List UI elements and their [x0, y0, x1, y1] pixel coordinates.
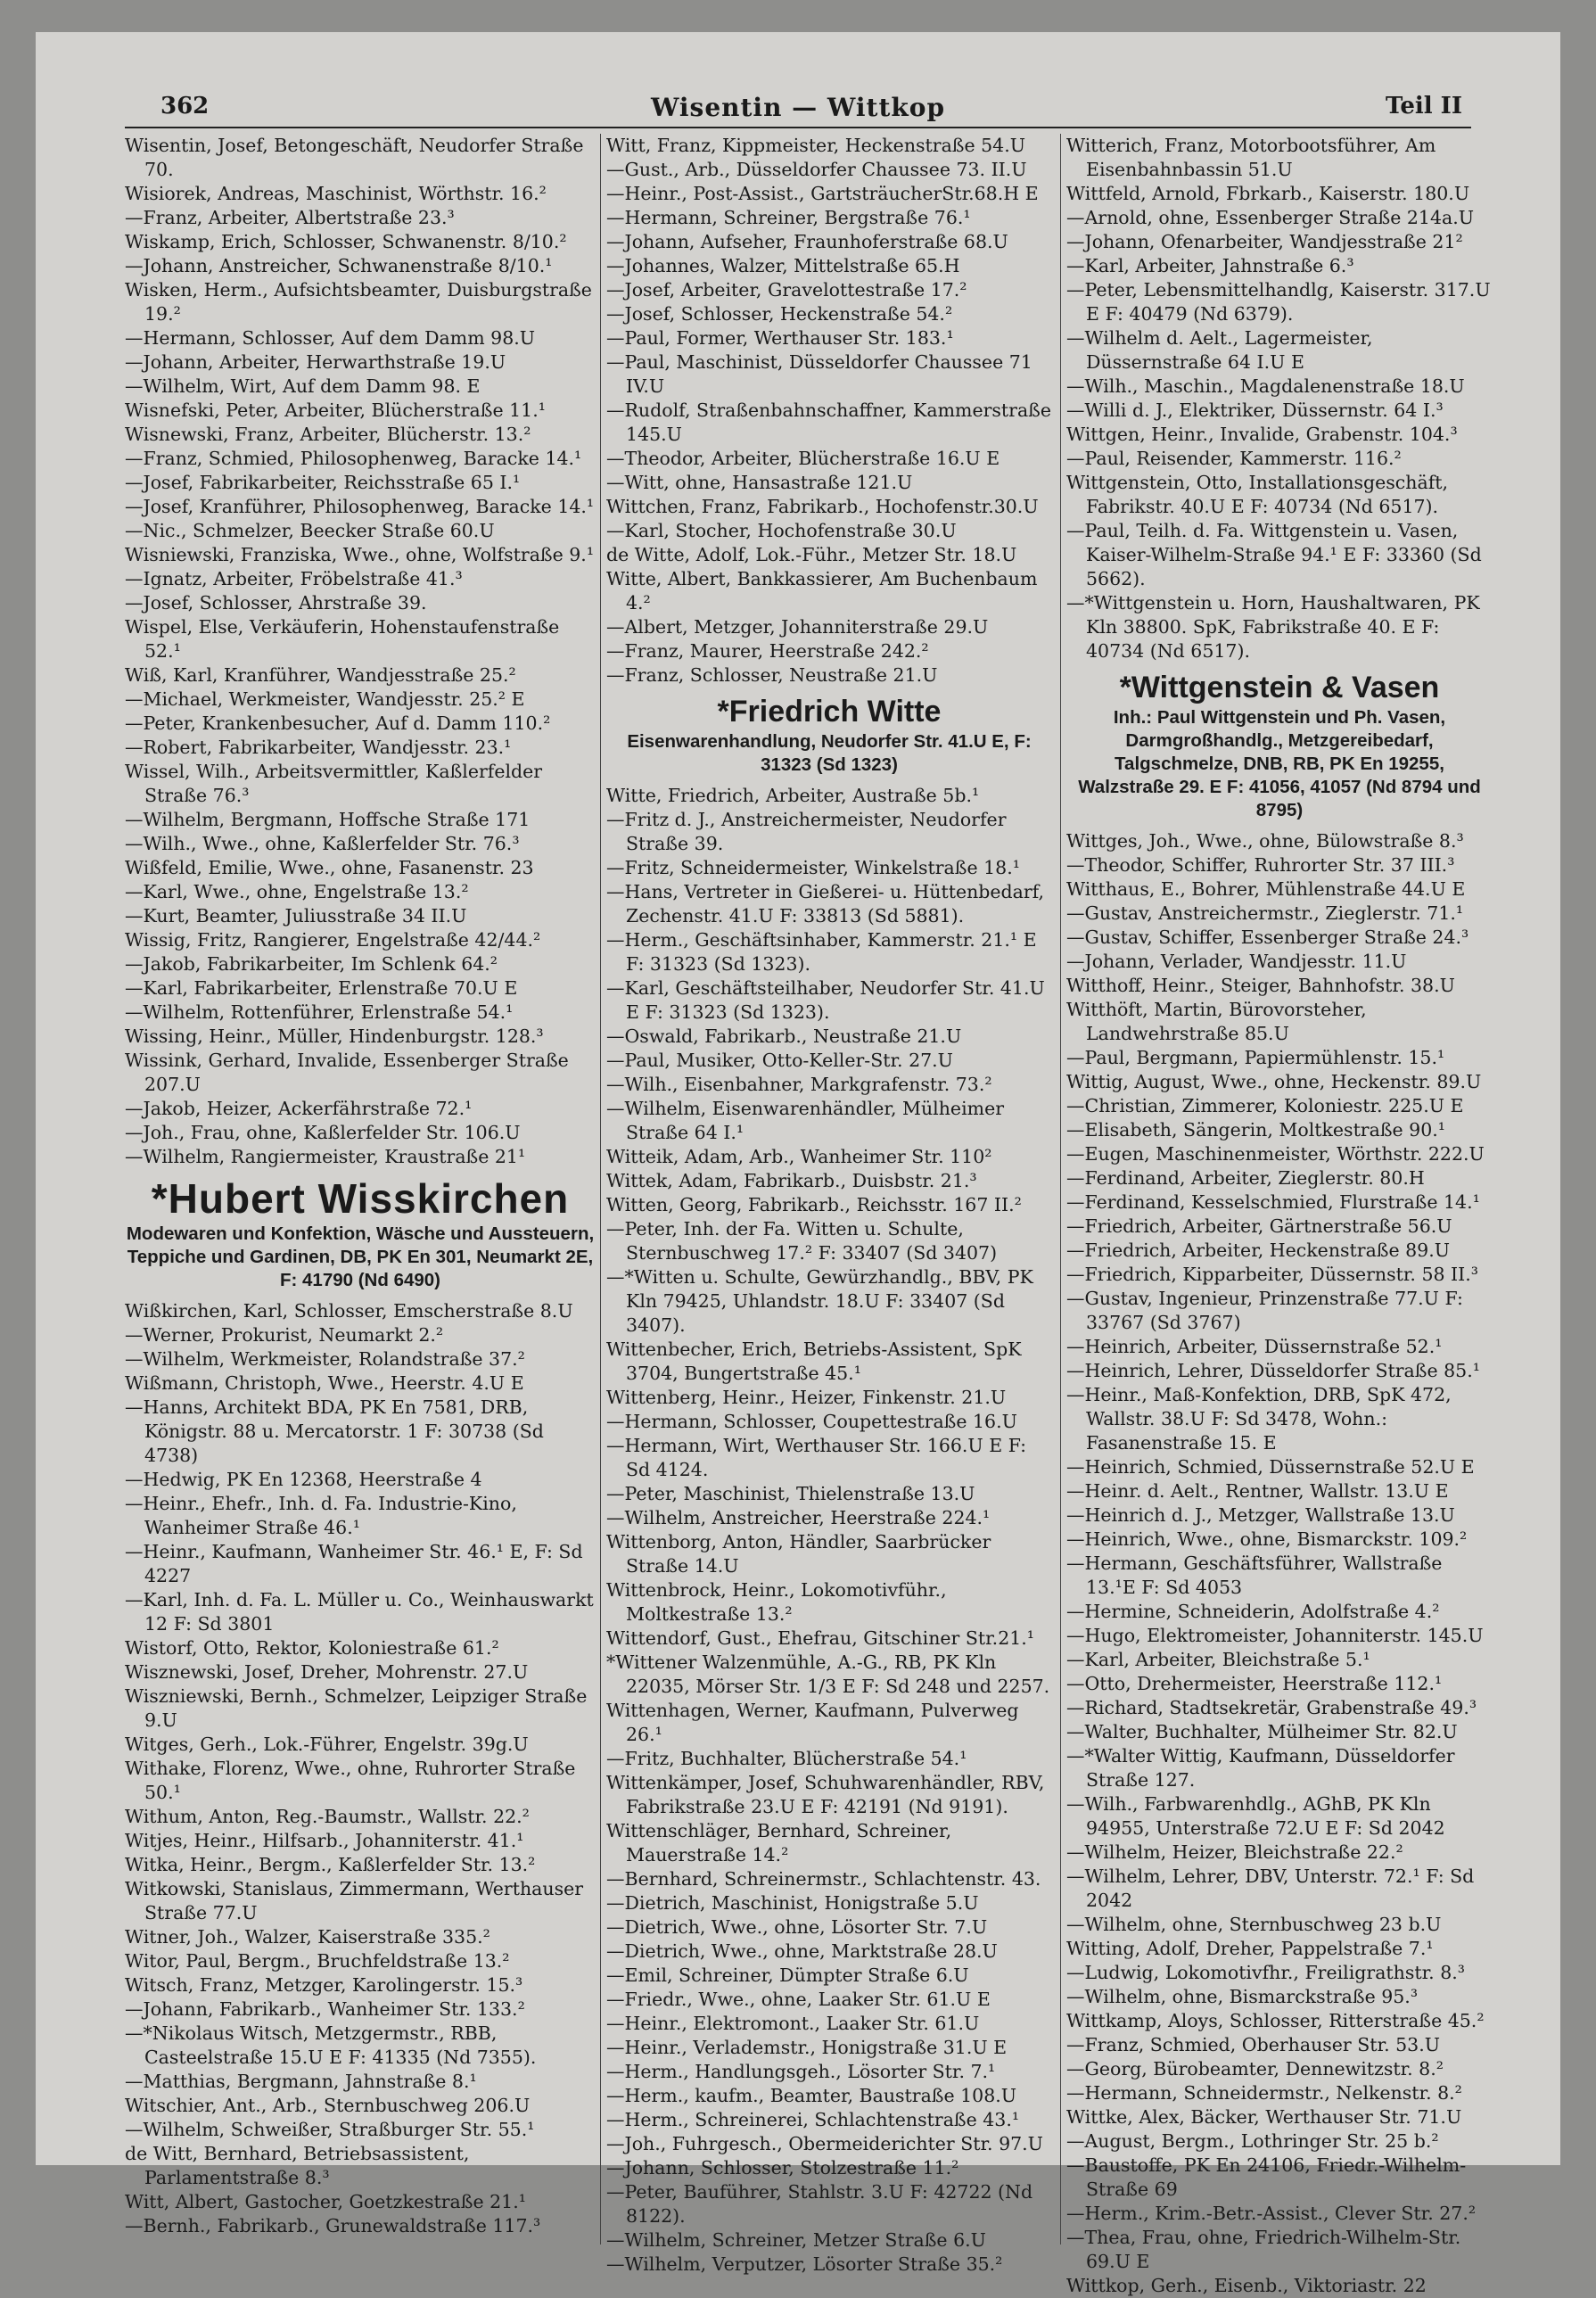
directory-entry: —Hermann, Schlosser, Coupettestraße 16.U [606, 1411, 1017, 1432]
directory-entry: Wittges, Joh., Wwe., ohne, Bülowstraße 8.³ [1066, 830, 1464, 852]
directory-entry: Wisentin, Josef, Betongeschäft, Neudorfer Straße 70. [125, 135, 584, 180]
directory-entry: —Dietrich, Wwe., ohne, Lösorter Str. 7.U [606, 1916, 988, 1938]
directory-entry: Wittendorf, Gust., Ehefrau, Gitschiner Str.21.¹ [606, 1627, 1035, 1649]
directory-entry: —Baustoffe, PK En 24106, Friedr.-Wilhelm-Straße 69 [1066, 2154, 1467, 2200]
directory-entry: Wittke, Alex, Bäcker, Werthauser Str. 71.U [1066, 2106, 1462, 2128]
directory-entry: —*Walter Wittig, Kaufmann, Düsseldorfer Straße 127. [1066, 1745, 1455, 1791]
directory-entry: —Walter, Buchhalter, Mülheimer Str. 82.U [1066, 1721, 1458, 1742]
directory-entry: —Bernhard, Schreinermstr., Schlachtenstr. 43. [606, 1868, 1041, 1890]
directory-entry: —Hermann, Geschäftsführer, Wallstraße 13.¹E F: Sd 4053 [1066, 1553, 1443, 1598]
directory-entry: —Paul, Teilh. d. Fa. Wittgenstein u. Vasen, Kaiser-Wilhelm-Straße 94.¹ E F: 33360 (Sd 5662). [1066, 520, 1482, 589]
directory-entry: —Wilh., Maschin., Magdalenenstraße 18.U [1066, 375, 1465, 397]
directory-entry: Wissing, Heinr., Müller, Hindenburgstr. 128.³ [125, 1025, 544, 1047]
directory-entry: —Wilhelm, Heizer, Bleichstraße 22.² [1066, 1841, 1403, 1863]
advertisement-box [1066, 669, 1493, 822]
directory-entry: —Hermann, Schlosser, Auf dem Damm 98.U [125, 327, 536, 349]
directory-entry: —Wilhelm, Schweißer, Straßburger Str. 55.¹ [125, 2119, 535, 2140]
directory-entry: —Robert, Fabrikarbeiter, Wandjesstr. 23.¹ [125, 737, 512, 758]
directory-entry: —Wilhelm, ohne, Sternbuschweg 23 b.U [1066, 1914, 1442, 1935]
directory-entry: —Karl, Wwe., ohne, Engelstraße 13.² [125, 881, 469, 902]
directory-entry: —Herm., Krim.-Betr.-Assist., Clever Str. 27.² [1066, 2203, 1477, 2224]
directory-entry: Wiskamp, Erich, Schlosser, Schwanenstr. 8/10.² [125, 231, 567, 252]
entry-list [1066, 829, 1493, 2298]
directory-entry: —Johann, Ofenarbeiter, Wandjesstraße 21² [1066, 231, 1463, 252]
directory-entry: —Jakob, Heizer, Ackerfährstraße 72.¹ [125, 1098, 473, 1119]
directory-entry: Wißfeld, Emilie, Wwe., ohne, Fasanenstr. 23 [125, 857, 534, 878]
entry-list [125, 134, 596, 1169]
directory-entry: Witting, Adolf, Dreher, Pappelstraße 7.¹ [1066, 1938, 1434, 1959]
directory-entry: —Heinrich d. J., Metzger, Wallstraße 13.U [1066, 1504, 1455, 1526]
directory-entry: —Karl, Geschäftsteilhaber, Neudorfer Str. 41.U E F: 31323 (Sd 1323). [606, 977, 1045, 1023]
directory-entry: —Friedrich, Arbeiter, Heckenstraße 89.U [1066, 1240, 1451, 1261]
directory-entry: —Ferdinand, Kesselschmied, Flurstraße 14.¹ [1066, 1191, 1480, 1213]
directory-entry: —Johann, Aufseher, Fraunhoferstraße 68.U [606, 231, 1008, 252]
directory-entry: Witt, Franz, Kippmeister, Heckenstraße 54.U [606, 135, 1026, 156]
directory-entry: —Karl, Inh. d. Fa. L. Müller u. Co., Weinhauswarkt 12 F: Sd 3801 [125, 1589, 594, 1635]
entry-list [606, 784, 1052, 2277]
directory-entry: Witkowski, Stanislaus, Zimmermann, Werthauser Straße 77.U [125, 1878, 584, 1923]
directory-entry: —Werner, Prokurist, Neumarkt 2.² [125, 1324, 444, 1346]
directory-entry: —Herm., Handlungsgeh., Lösorter Str. 7.¹ [606, 2061, 996, 2082]
directory-entry: —Peter, Maschinist, Thielenstraße 13.U [606, 1483, 975, 1504]
directory-entry: —Joh., Fuhrgesch., Obermeiderichter Str. 97.U [606, 2133, 1043, 2154]
column-3 [1066, 134, 1493, 2296]
directory-entry: —Franz, Schmied, Philosophenweg, Baracke 14.¹ [125, 448, 582, 469]
page-header [125, 73, 1471, 128]
directory-entry: Wiszniewski, Bernh., Schmelzer, Leipziger Straße 9.U [125, 1685, 588, 1731]
directory-entry: —Fritz, Schneidermeister, Winkelstraße 18.¹ [606, 857, 1020, 878]
directory-entry: —Herm., Geschäftsinhaber, Kammerstr. 21.¹ E F: 31323 (Sd 1323). [606, 929, 1037, 975]
ad-description: Inh.: Paul Wittgenstein und Ph. Vasen, Darmgroßhandlg., Metzgereibedarf, Talgschmelze, DNB, RB, PK En 19255, Walzstraße 29. E F: 41056, 41057 (Nd 8794 und 8795) [1078, 707, 1481, 820]
directory-entry: —Heinr. d. Aelt., Rentner, Wallstr. 13.U E [1066, 1480, 1449, 1502]
directory-entry: Witor, Paul, Bergm., Bruchfeldstraße 13.² [125, 1950, 510, 1972]
ad-company-name: *Wittgenstein & Vasen [1119, 671, 1440, 704]
directory-entry: —Wilhelm, Anstreicher, Heerstraße 224.¹ [606, 1507, 991, 1528]
directory-entry: —Rudolf, Straßenbahnschaffner, Kammerstraße 145.U [606, 399, 1051, 445]
directory-entry: —Friedrich, Arbeiter, Gärtnerstraße 56.U [1066, 1215, 1452, 1237]
directory-entry: —Hedwig, PK En 12368, Heerstraße 4 [125, 1469, 482, 1490]
directory-entry: Wisiorek, Andreas, Maschinist, Wörthstr. 16.² [125, 183, 547, 204]
directory-entry: —Karl, Fabrikarbeiter, Erlenstraße 70.U E [125, 977, 518, 999]
directory-entry: —Wilhelm d. Aelt., Lagermeister, Düssernstraße 64 I.U E [1066, 327, 1373, 373]
directory-entry: —Joh., Frau, ohne, Kaßlerfelder Str. 106.U [125, 1122, 521, 1143]
directory-entry: —Kurt, Beamter, Juliusstraße 34 II.U [125, 905, 467, 927]
directory-entry: —Heinr., Verlademstr., Honigstraße 31.U E [606, 2037, 1008, 2058]
directory-entry: —Heinr., Elektromont., Laaker Str. 61.U [606, 2013, 980, 2034]
directory-entry: —Franz, Arbeiter, Albertstraße 23.³ [125, 207, 455, 228]
directory-entry: —Fritz d. J., Anstreichermeister, Neudorfer Straße 39. [606, 809, 1007, 854]
directory-entry: —Wilhelm, Werkmeister, Rolandstraße 37.² [125, 1348, 525, 1370]
directory-entry: —Karl, Arbeiter, Jahnstraße 6.³ [1066, 255, 1354, 276]
directory-entry: —Wilh., Wwe., ohne, Kaßlerfelder Str. 76.³ [125, 833, 520, 854]
directory-entry: Witten, Georg, Fabrikarb., Reichsstr. 167 II.² [606, 1194, 1022, 1215]
directory-entry: —Dietrich, Wwe., ohne, Marktstraße 28.U [606, 1940, 998, 1962]
directory-entry: Wittkop, Gerh., Eisenb., Viktoriastr. 22 [1066, 2275, 1427, 2296]
directory-entry: —Johann, Anstreicher, Schwanenstraße 8/10.¹ [125, 255, 553, 276]
directory-entry: Wißmann, Christoph, Wwe., Heerstr. 4.U E [125, 1372, 524, 1394]
directory-entry: —Hermann, Schneidermstr., Nelkenstr. 8.² [1066, 2082, 1462, 2104]
directory-entry: —Witt, ohne, Hansastraße 121.U [606, 472, 913, 493]
directory-entry: —Franz, Schlosser, Neustraße 21.U [606, 664, 938, 686]
column-2 [606, 134, 1052, 2275]
directory-entry: —Friedr., Wwe., ohne, Laaker Str. 61.U E [606, 1989, 991, 2010]
directory-entry: Wittfeld, Arnold, Fbrkarb., Kaiserstr. 180.U [1066, 183, 1470, 204]
directory-entry: —Wilhelm, Verputzer, Lösorter Straße 35.² [606, 2253, 1003, 2275]
ad-description: Modewaren und Konfektion, Wäsche und Aussteuern, Teppiche und Gardinen, DB, PK En 301, Neumarkt 2E, F: 41790 (Nd 6490) [126, 1223, 595, 1290]
directory-entry: Wissink, Gerhard, Invalide, Essenberger Straße 207.U [125, 1050, 569, 1095]
directory-entry: —Ignatz, Arbeiter, Fröbelstraße 41.³ [125, 568, 463, 589]
ad-company-name: *Hubert Wisskirchen [151, 1175, 570, 1222]
directory-entry: —Johann, Verlader, Wandjesstr. 11.U [1066, 951, 1407, 972]
directory-entry: —Heinr., Kaufmann, Wanheimer Str. 46.¹ E, F: Sd 4227 [125, 1541, 583, 1586]
column-1 [125, 134, 596, 2244]
directory-entry: —Heinr., Maß-Konfektion, DRB, SpK 472, Wallstr. 38.U F: Sd 3478, Wohn.: Fasanenstraße 15. E [1066, 1384, 1452, 1454]
column-divider [1060, 134, 1061, 2244]
directory-entry: Wisniewski, Franziska, Wwe., ohne, Wolfstraße 9.¹ [125, 544, 595, 565]
directory-entry: —Paul, Bergmann, Papiermühlenstr. 15.¹ [1066, 1047, 1445, 1068]
directory-entry: —Michael, Werkmeister, Wandjesstr. 25.² E [125, 688, 525, 710]
directory-entry: Wisken, Herm., Aufsichtsbeamter, Duisburgstraße 19.² [125, 279, 592, 325]
directory-entry: Wiß, Karl, Kranführer, Wandjesstraße 25.² [125, 664, 516, 686]
directory-entry: —Matthias, Bergmann, Jahnstraße 8.¹ [125, 2071, 477, 2092]
directory-entry: —Wilhelm, ohne, Bismarckstraße 95.³ [1066, 1986, 1419, 2007]
directory-entry: —Franz, Maurer, Heerstraße 242.² [606, 640, 929, 662]
directory-entry: —Johannes, Walzer, Mittelstraße 65.H [606, 255, 960, 276]
directory-entry: Wittek, Adam, Fabrikarb., Duisbstr. 21.³ [606, 1170, 977, 1191]
directory-entry: —Paul, Former, Werthauser Str. 183.¹ [606, 327, 954, 349]
directory-entry: Wissel, Wilh., Arbeitsvermittler, Kaßlerfelder Straße 76.³ [125, 761, 543, 806]
directory-entry: Wittkamp, Aloys, Schlosser, Ritterstraße 45.² [1066, 2010, 1485, 2031]
directory-entry: Wittchen, Franz, Fabrikarb., Hochofenstr.30.U [606, 496, 1039, 517]
directory-entry: Witjes, Heinr., Hilfsarb., Johanniterstr. 41.¹ [125, 1830, 524, 1851]
ad-description: Eisenwarenhandlung, Neudorfer Str. 41.U E, F: 31323 (Sd 1323) [627, 731, 1032, 775]
directory-entry: —Christian, Zimmerer, Koloniestr. 225.U E [1066, 1095, 1464, 1116]
directory-entry: Wittgenstein, Otto, Installationsgeschäft, Fabrikstr. 40.U E F: 40734 (Nd 6517). [1066, 472, 1449, 517]
column-divider [600, 134, 601, 2244]
directory-entry: Witte, Albert, Bankkassierer, Am Buchenbaum 4.² [606, 568, 1038, 614]
directory-entry: —Hermine, Schneiderin, Adolfstraße 4.² [1066, 1601, 1440, 1622]
directory-entry: Witte, Friedrich, Arbeiter, Austraße 5b.¹ [606, 785, 980, 806]
ad-company-name: *Friedrich Witte [717, 695, 942, 729]
directory-entry: Wispel, Else, Verkäuferin, Hohenstaufenstraße 52.¹ [125, 616, 560, 662]
directory-entry: —Oswald, Fabrikarb., Neustraße 21.U [606, 1025, 962, 1047]
directory-entry: —Friedrich, Kipparbeiter, Düssernstr. 58 II.³ [1066, 1264, 1478, 1285]
entry-list [1066, 134, 1493, 663]
directory-entry: —Albert, Metzger, Johanniterstraße 29.U [606, 616, 989, 638]
directory-entry: —Heinrich, Lehrer, Düsseldorfer Straße 85.¹ [1066, 1360, 1480, 1381]
directory-entry: —Fritz, Buchhalter, Blücherstraße 54.¹ [606, 1748, 967, 1769]
directory-entry: —Peter, Krankenbesucher, Auf d. Damm 110.² [125, 712, 551, 734]
directory-entry: de Witt, Bernhard, Betriebsassistent, Parlamentstraße 8.³ [125, 2143, 470, 2188]
directory-entry: —Bernh., Fabrikarb., Grunewaldstraße 117.³ [125, 2215, 541, 2236]
page-title: Wisentin — Wittkop [650, 93, 946, 122]
directory-entry: Wittenborg, Anton, Händler, Saarbrücker Straße 14.U [606, 1531, 991, 1577]
directory-entry: —Hans, Vertreter in Gießerei- u. Hüttenbedarf, Zechenstr. 41.U F: 33813 (Sd 5881). [606, 881, 1045, 927]
directory-entry: —Josef, Schlosser, Heckenstraße 54.² [606, 303, 953, 325]
directory-entry: —Hermann, Schreiner, Bergstraße 76.¹ [606, 207, 971, 228]
directory-entry: Witterich, Franz, Motorbootsführer, Am Eisenbahnbassin 51.U [1066, 135, 1436, 180]
directory-entry: —Heinrich, Wwe., ohne, Bismarckstr. 109.² [1066, 1528, 1468, 1550]
directory-entry: Wittenberg, Heinr., Heizer, Finkenstr. 21.U [606, 1387, 1007, 1408]
directory-entry: Withum, Anton, Reg.-Baumstr., Wallstr. 22.² [125, 1806, 530, 1827]
directory-entry: —Herm., kaufm., Beamter, Baustraße 108.U [606, 2085, 1017, 2106]
directory-entry: —Wilhelm, Bergmann, Hoffsche Straße 171 [125, 809, 531, 830]
directory-entry: —*Witten u. Schulte, Gewürzhandlg., BBV, PK Kln 79425, Uhlandstr. 18.U F: 33407 (Sd 3407). [606, 1266, 1033, 1336]
directory-entry: Witka, Heinr., Bergm., Kaßlerfelder Str. 13.² [125, 1854, 536, 1875]
directory-entry: —Josef, Arbeiter, Gravelottestraße 17.² [606, 279, 967, 301]
directory-entry: —Wilh., Eisenbahner, Markgrafenstr. 73.² [606, 1074, 992, 1095]
directory-entry: —Wilhelm, Wirt, Auf dem Damm 98. E [125, 375, 481, 397]
page-number: 362 [160, 93, 210, 119]
directory-entry: Witteik, Adam, Arb., Wanheimer Str. 110² [606, 1146, 992, 1167]
directory-entry: —Peter, Inh. der Fa. Witten u. Schulte, Sternbuschweg 17.² F: 33407 (Sd 3407) [606, 1218, 998, 1264]
directory-entry: —*Nikolaus Witsch, Metzgermstr., RBB, Casteelstraße 15.U E F: 41335 (Nd 7355). [125, 2022, 537, 2068]
directory-entry: —Josef, Kranführer, Philosophenweg, Baracke 14.¹ [125, 496, 595, 517]
directory-entry: Wittenbecher, Erich, Betriebs-Assistent, SpK 3704, Bungertstraße 45.¹ [606, 1338, 1022, 1384]
directory-entry: —Johann, Schlosser, Stolzestraße 11.² [606, 2157, 959, 2179]
directory-entry: —Paul, Musiker, Otto-Keller-Str. 27.U [606, 1050, 953, 1071]
advertisement-box [125, 1174, 596, 1292]
directory-entry: Wisnewski, Franz, Arbeiter, Blücherstr. 13.² [125, 424, 531, 445]
directory-entry: —Heinrich, Arbeiter, Düssernstraße 52.¹ [1066, 1336, 1443, 1357]
directory-entry: —Dietrich, Maschinist, Honigstraße 5.U [606, 1892, 979, 1914]
directory-entry: —Karl, Stocher, Hochofenstraße 30.U [606, 520, 957, 541]
directory-entry: —Wilhelm, Schreiner, Metzer Straße 6.U [606, 2229, 986, 2251]
directory-entry: —Eugen, Maschinenmeister, Wörthstr. 222.U [1066, 1143, 1485, 1165]
directory-entry: Wittig, August, Wwe., ohne, Heckenstr. 89.U [1066, 1071, 1482, 1092]
directory-entry: —Gustav, Anstreichermstr., Zieglerstr. 71.¹ [1066, 902, 1464, 924]
directory-entry: —Emil, Schreiner, Dümpter Straße 6.U [606, 1964, 969, 1986]
directory-entry: —Nic., Schmelzer, Beecker Straße 60.U [125, 520, 495, 541]
directory-entry: —Theodor, Schiffer, Ruhrorter Str. 37 III.³ [1066, 854, 1455, 876]
directory-entry: —Wilh., Farbwarenhdlg., AGhB, PK Kln 94955, Unterstraße 72.U E F: Sd 2042 [1066, 1793, 1445, 1839]
directory-entry: —Wilhelm, Rottenführer, Erlenstraße 54.¹ [125, 1001, 514, 1023]
directory-entry: —Otto, Drehermeister, Heerstraße 112.¹ [1066, 1673, 1443, 1694]
directory-entry: Wißkirchen, Karl, Schlosser, Emscherstraße 8.U [125, 1300, 573, 1322]
directory-entry: —Ferdinand, Arbeiter, Zieglerstr. 80.H [1066, 1167, 1425, 1189]
directory-entry: —Herm., Schreinerei, Schlachtenstraße 43.¹ [606, 2109, 1020, 2130]
directory-entry: —Hermann, Wirt, Werthauser Str. 166.U E F: Sd 4124. [606, 1435, 1027, 1480]
directory-entry: Witschier, Ant., Arb., Sternbuschweg 206.U [125, 2095, 531, 2116]
directory-entry: Witt, Albert, Gastocher, Goetzkestraße 21.¹ [125, 2191, 526, 2212]
directory-entry: Witner, Joh., Walzer, Kaiserstraße 335.² [125, 1926, 490, 1948]
directory-entry: Wittenkämper, Josef, Schuhwarenhändler, RBV, Fabrikstraße 23.U E F: 42191 (Nd 9191). [606, 1772, 1045, 1817]
directory-entry: Wisznewski, Josef, Dreher, Mohrenstr. 27.U [125, 1661, 529, 1683]
directory-entry: Wittenbrock, Heinr., Lokomotivführ., Moltkestraße 13.² [606, 1579, 947, 1625]
directory-entry: —August, Bergm., Lothringer Str. 25 b.² [1066, 2130, 1439, 2152]
directory-entry: Witthaus, E., Bohrer, Mühlenstraße 44.U E [1066, 878, 1466, 900]
directory-entry: —Peter, Lebensmittelhandlg, Kaiserstr. 317.U E F: 40479 (Nd 6379). [1066, 279, 1491, 325]
directory-entry: —Heinr., Post-Assist., GartsträucherStr.68.H E [606, 183, 1039, 204]
directory-entry: Wittenhagen, Werner, Kaufmann, Pulverweg 26.¹ [606, 1700, 1019, 1745]
directory-entry: —Wilhelm, Eisenwarenhändler, Mülheimer Straße 64 I.¹ [606, 1098, 1004, 1143]
directory-entry: de Witte, Adolf, Lok.-Führ., Metzer Str. 18.U [606, 544, 1017, 565]
directory-entry: —Josef, Fabrikarbeiter, Reichsstraße 65 I.¹ [125, 472, 521, 493]
directory-entry: —Heinr., Ehefr., Inh. d. Fa. Industrie-Kino, Wanheimer Straße 46.¹ [125, 1493, 517, 1538]
directory-entry: Wissig, Fritz, Rangierer, Engelstraße 42/44.² [125, 929, 541, 951]
directory-entry: —Wilhelm, Lehrer, DBV, Unterstr. 72.¹ F: Sd 2042 [1066, 1866, 1475, 1911]
directory-entry: —Gust., Arb., Düsseldorfer Chaussee 73. II.U [606, 159, 1027, 180]
directory-entry: Witthöft, Martin, Bürovorsteher, Landwehrstraße 85.U [1066, 999, 1367, 1044]
directory-entry: —Peter, Bauführer, Stahlstr. 3.U F: 42722 (Nd 8122). [606, 2181, 1033, 2227]
directory-entry: —*Wittgenstein u. Horn, Haushaltwaren, PK Kln 38800. SpK, Fabrikstraße 40. E F: 40734 (Nd 6517). [1066, 592, 1480, 662]
directory-entry: —Richard, Stadtsekretär, Grabenstraße 49.³ [1066, 1697, 1477, 1718]
directory-entry: —Theodor, Arbeiter, Blücherstraße 16.U E [606, 448, 1000, 469]
directory-entry: —Willi d. J., Elektriker, Düssernstr. 64 I.³ [1066, 399, 1444, 421]
directory-entry: —Paul, Reisender, Kammerstr. 116.² [1066, 448, 1402, 469]
advertisement-box [606, 693, 1052, 777]
directory-entry: —Jakob, Fabrikarbeiter, Im Schlenk 64.² [125, 953, 498, 975]
directory-entry: —Gustav, Schiffer, Essenberger Straße 24.³ [1066, 927, 1469, 948]
entry-list [125, 1299, 596, 2238]
directory-entry: Withake, Florenz, Wwe., ohne, Ruhrorter Straße 50.¹ [125, 1758, 576, 1803]
directory-entry: Witsch, Franz, Metzger, Karolingerstr. 15.³ [125, 1974, 523, 1996]
directory-entry: Wistorf, Otto, Rektor, Koloniestraße 61.² [125, 1637, 499, 1659]
directory-entry: *Wittener Walzenmühle, A.-G., RB, PK Kln 22035, Mörser Str. 1/3 E F: Sd 248 und 2257. [606, 1651, 1050, 1697]
directory-entry: —Elisabeth, Sängerin, Moltkestraße 90.¹ [1066, 1119, 1445, 1141]
directory-entry: —Gustav, Ingenieur, Prinzenstraße 77.U F: 33767 (Sd 3767) [1066, 1288, 1463, 1333]
directory-entry: —Georg, Bürobeamter, Dennewitzstr. 8.² [1066, 2058, 1444, 2080]
directory-entry: —Josef, Schlosser, Ahrstraße 39. [125, 592, 427, 614]
directory-entry: —Johann, Fabrikarb., Wanheimer Str. 133.² [125, 1998, 525, 2020]
directory-entry: Wittenschläger, Bernhard, Schreiner, Mauerstraße 14.² [606, 1820, 952, 1866]
directory-entry: —Wilhelm, Rangiermeister, Kraustraße 21¹ [125, 1146, 526, 1167]
entry-list [606, 134, 1052, 688]
directory-entry: —Heinrich, Schmied, Düssernstraße 52.U E [1066, 1456, 1475, 1478]
directory-entry: —Ludwig, Lokomotivfhr., Freiligrathstr. 8.³ [1066, 1962, 1465, 1983]
directory-entry: —Hugo, Elektromeister, Johanniterstr. 145.U [1066, 1625, 1484, 1646]
directory-entry: —Franz, Schmied, Oberhauser Str. 53.U [1066, 2034, 1440, 2055]
directory-entry: Wisnefski, Peter, Arbeiter, Blücherstraße 11.¹ [125, 399, 546, 421]
directory-entry: Wittgen, Heinr., Invalide, Grabenstr. 104.³ [1066, 424, 1458, 445]
directory-entry: Witges, Gerh., Lok.-Führer, Engelstr. 39g.U [125, 1734, 529, 1755]
directory-entry: —Arnold, ohne, Essenberger Straße 214a.U [1066, 207, 1475, 228]
directory-entry: —Hanns, Architekt BDA, PK En 7581, DRB, Königstr. 88 u. Mercatorstr. 1 F: 30738 (Sd 4738) [125, 1396, 544, 1466]
part-label: Teil II [1385, 93, 1462, 119]
directory-entry: Witthoff, Heinr., Steiger, Bahnhofstr. 38.U [1066, 975, 1455, 996]
directory-entry: —Johann, Arbeiter, Herwarthstraße 19.U [125, 351, 506, 373]
directory-entry: —Paul, Maschinist, Düsseldorfer Chaussee 71 IV.U [606, 351, 1032, 397]
directory-entry: —Karl, Arbeiter, Bleichstraße 5.¹ [1066, 1649, 1370, 1670]
directory-entry: —Thea, Frau, ohne, Friedrich-Wilhelm-Str. 69.U E [1066, 2227, 1461, 2272]
